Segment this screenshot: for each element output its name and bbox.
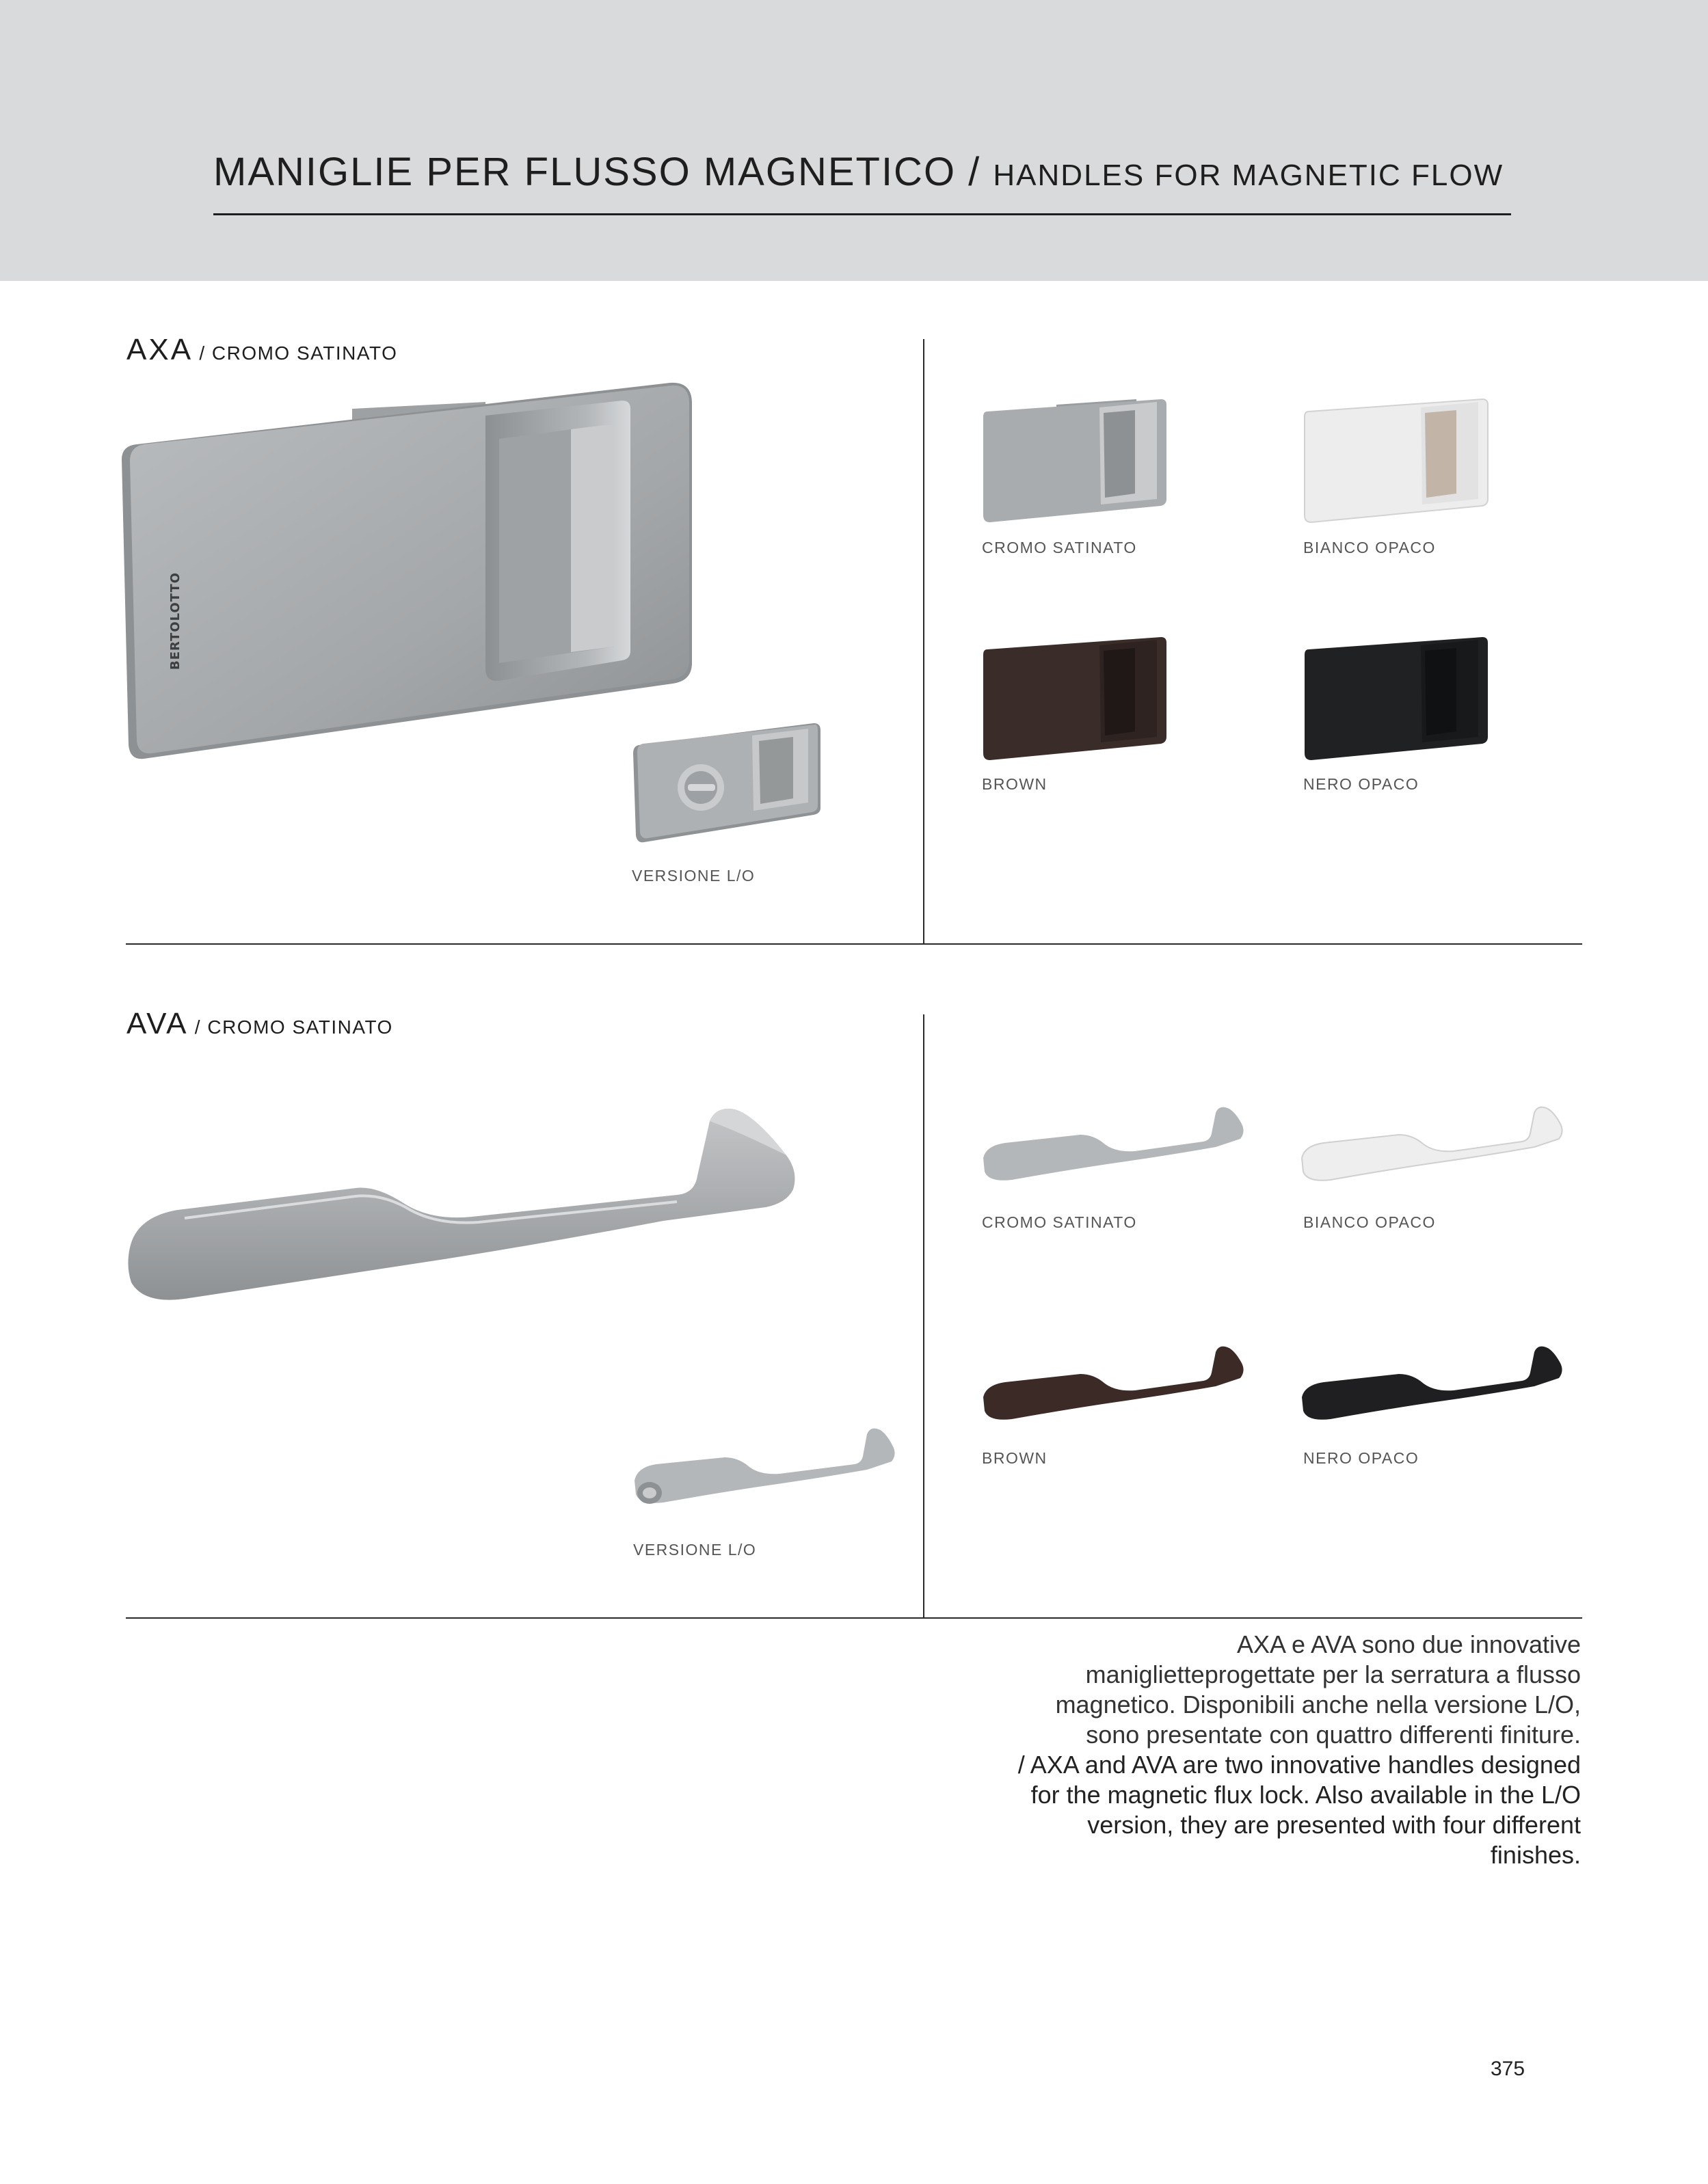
- ava-variant-brown-image: [978, 1343, 1238, 1425]
- axa-separator: /: [193, 342, 212, 364]
- ava-variant-cromo-satinato-label: CROMO SATINATO: [982, 1213, 1137, 1231]
- axa-variant-bianco-opaco-image: [1299, 398, 1491, 522]
- ava-variant-brown-label: BROWN: [982, 1449, 1048, 1467]
- ava-name: AVA: [126, 1007, 189, 1040]
- ava-main-handle-image: [116, 1101, 814, 1319]
- ava-variant-nero-opaco-label: NERO OPACO: [1303, 1449, 1419, 1467]
- ava-bottom-rule: [126, 1617, 1582, 1619]
- ava-variant-cromo-satinato-image: [978, 1103, 1238, 1185]
- ava-variant-nero-opaco-image: [1296, 1343, 1556, 1425]
- page-title: [213, 145, 1511, 200]
- ava-vertical-divider: [923, 1014, 924, 1619]
- axa-main-handle-image: [116, 376, 704, 772]
- ava-variant-bianco-opaco-label: BIANCO OPACO: [1303, 1213, 1436, 1231]
- axa-variant-brown-image: [978, 636, 1169, 760]
- description-italian: AXA e AVA sono due innovative maniglietteprogettate per la serratura a flusso magnetico. Disponibili anche nella versione L/O, sono presentate con quattro differenti finiture.: [1055, 1630, 1581, 1749]
- ava-version-label: VERSIONE L/O: [633, 1541, 757, 1559]
- axa-variant-nero-opaco-label: NERO OPACO: [1303, 775, 1419, 793]
- axa-bottom-rule: [126, 943, 1582, 945]
- axa-vertical-divider: [923, 339, 924, 943]
- ava-finish: CROMO SATINATO: [207, 1016, 393, 1038]
- description: [1012, 1630, 1581, 1870]
- page-title-separator: /: [956, 150, 993, 194]
- axa-finish: CROMO SATINATO: [211, 342, 398, 364]
- page-title-main: MANIGLIE PER FLUSSO MAGNETICO: [213, 150, 957, 194]
- axa-brand-mark: BERTOLOTTO: [168, 571, 183, 670]
- axa-variant-cromo-satinato-label: CROMO SATINATO: [982, 539, 1137, 556]
- axa-variant-cromo-satinato-image: [978, 398, 1169, 522]
- axa-section-title: [126, 331, 397, 373]
- page-title-sub: HANDLES FOR MAGNETIC FLOW: [993, 159, 1504, 192]
- axa-name: AXA: [126, 333, 194, 366]
- page-number: 375: [1491, 2058, 1525, 2080]
- axa-variant-brown-label: BROWN: [982, 775, 1048, 793]
- description-english: / AXA and AVA are two innovative handles designed for the magnetic flux lock. Also available in the L/O version, they are presented with four different finishes.: [1017, 1751, 1581, 1869]
- ava-lo-version-image: [629, 1422, 889, 1518]
- axa-lo-version-image: [629, 718, 827, 848]
- axa-variant-bianco-opaco-label: BIANCO OPACO: [1303, 539, 1436, 556]
- axa-variant-nero-opaco-image: [1299, 636, 1491, 760]
- axa-version-label: VERSIONE L/O: [632, 867, 756, 885]
- header-band: [0, 0, 1708, 281]
- title-rule: [213, 213, 1511, 215]
- ava-variant-bianco-opaco-image: [1296, 1103, 1556, 1185]
- ava-separator: /: [188, 1016, 208, 1038]
- ava-section-title: [126, 1005, 393, 1047]
